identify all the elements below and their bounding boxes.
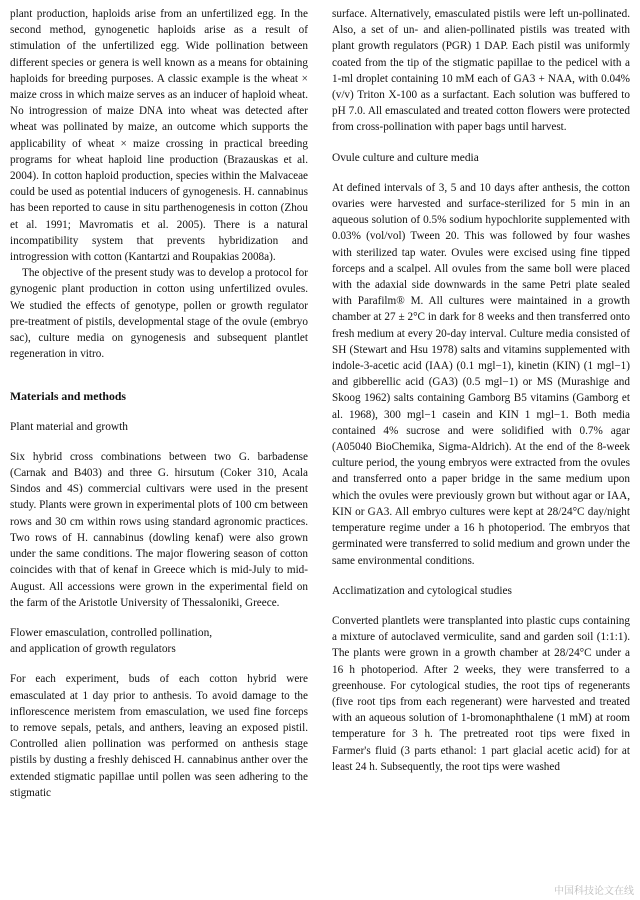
spacer bbox=[10, 435, 308, 449]
subheading-acclimatization: Acclimatization and cytological studies bbox=[332, 584, 512, 597]
spacer bbox=[10, 611, 308, 625]
subheading-emasculation-line2: and application of growth regulators bbox=[10, 643, 176, 656]
spacer bbox=[332, 599, 630, 613]
paragraph-ovule-culture: At defined intervals of 3, 5 and 10 days after anthesis, the cotton ovaries were harvested and surface-sterilized for 5 min in an aqueous solution of 0.5% sodium hypochlorite supplemented with 0.03% (vol/vol) Tween 20. This was followed by four washes with sterilized tap water. Ovules were excised using fine tipped forceps and a scalpel. All ovules from the same boll were placed with the adaxial side downwards in the same Petri plate sealed with Parafilm® M. All cultures were maintained in a growth chamber at 27 ± 2°C in dark for 8 weeks and then transferred onto fresh medium at every 20-day interval. Culture media consisted of SH (Stewart and Hsu 1978) salts and vitamins supplemented with indole-3-acetic acid (IAA) (0.1 mgl−1), kinetin (KIN) (1 mgl−1) and gibberellic acid (GA3) (0.5 mgl−1) or MS (Murashige and Skoog 1962) salts containing Gamborg B5 vitamins (Gamborg et al. 1968), 300 mgl−1 casein and KIN 1 mgl−1. Both media contained 4% sucrose and were solidified with 0.7% agar (A05040 BioChemika, Sigma-Aldrich). At the end of the 8-week culture period, the young embryos were extracted from the ovules and transferred onto a paper bridge in the same medium upon which the ovules were previously grown but without agar or IAA, KIN or GA3. All embryo cultures were kept at 28/24°C day/night temperature regime under a 16 h photoperiod. The embryos that germinated were transferred to solid medium and grown under the same environmental conditions. bbox=[332, 181, 630, 567]
spacer bbox=[332, 136, 630, 150]
spacer bbox=[10, 657, 308, 671]
paragraph-pgr-treatment: surface. Alternatively, emasculated pistils were left un-pollinated. Also, a set of un- and alien-pollinated pistils was treated with plant growth regulators (PGR) 1 DAP. Each pistil was uniformly coated from the tip of the stigmatic papillae to the pedicel with a 1-ml droplet containing 10 mM each of GA3 + NAA, with 0.04% (v/v) Triton X-100 as a surfactant. Each solution was buffered to pH 7.0. All emasculated and treated cotton flowers were protected from cross-pollination with paper bags until harvest. bbox=[332, 8, 630, 134]
left-column bbox=[10, 6, 308, 801]
subheading-plant-material: Plant material and growth bbox=[10, 420, 128, 433]
paragraph-haploid-intro: plant production, haploids arise from an unfertilized egg. In the second method, gynogenetic haploids arise as a result of stimulation of the unfertilized egg. Wide pollination between different species or genera is well known as a means for obtaining haploids for breeding purposes. A classic example is the wheat × maize cross in which maize serves as an inducer of haploid wheat. No introgression of maize DNA into wheat was detected after wheat was pollinated by maize, an outcome which supports the applicability of wheat × maize crossing in practical breeding programs for wheat haploid line production (Brazauskas et al. 2004). In cotton haploid production, species within the Malvaceae could be used as potential inducers of gynogenesis. H. cannabinus has been reported to cause in situ parthenogenesis in cotton (Zhou et al. 1991; Mavromatis et al. 2005). There is a natural incompatibility system that prevents hybridization and introgression with cotton (Kantartzi and Roupakias 2008a). bbox=[10, 8, 308, 264]
spacer bbox=[10, 405, 308, 419]
right-column bbox=[332, 6, 630, 775]
section-heading-materials-methods: Materials and methods bbox=[10, 389, 126, 404]
paragraph-objective: The objective of the present study was to develop a protocol for gynogenic plant production in cotton using unfertilized ovules. We studied the effects of genotype, pollen or growth regulator pre-treatment of pistils, developmental stage of the ovule (embryo sac), culture media on gynogenesis and subsequent plantlet regeneration in vitro. bbox=[10, 267, 308, 361]
spacer bbox=[332, 569, 630, 583]
paragraph-acclimatization: Converted plantlets were transplanted into plastic cups containing a mixture of autoclaved vermiculite, sand and garden soil (1:1:1). The plants were grown in a growth chamber at 28/24°C under a 16 h photoperiod. After 2 weeks, they were transferred to a greenhouse. For cytological studies, the root tips of regenerants (five root tips from each regenerant) were harvested and treated with an aqueous solution of 1-bromonaphthalene (1 mM) at room temperature for 3 h. The pretreated root tips were fixed in Farmer's fluid (3 parts ethanol: 1 part glacial acetic acid) for at least 24 h. Subsequently, the root tips were washed bbox=[332, 614, 630, 773]
spacer bbox=[332, 166, 630, 180]
subheading-emasculation-line1: Flower emasculation, controlled pollination, bbox=[10, 626, 213, 639]
subheading-ovule-culture: Ovule culture and culture media bbox=[332, 151, 479, 164]
paragraph-emasculation: For each experiment, buds of each cotton hybrid were emasculated at 1 day prior to anthesis. To avoid damage to the inflorescence meristem from emasculation, we used fine forceps to remove sepals, petals, and anthers, leaving an exposed pistil. Controlled alien pollination was performed on anthesis stage pistils by dusting a freshly dehisced H. cannabinus anther over the extended stigmatic papillae until pollen was seen adhering to the stigmatic bbox=[10, 673, 308, 799]
spacer bbox=[10, 362, 308, 388]
watermark: 中国科技论文在线 bbox=[554, 886, 634, 897]
paragraph-plant-material: Six hybrid cross combinations between two G. barbadense (Carnak and B403) and three G. hirsutum (Coker 310, Acala Sindos and 4S) commercial cultivars were used in the present study. Plants were grown in experimental plots of 100 cm between rows and 30 cm within rows using standard agronomic practices. Two rows of H. cannabinus (dowling kenaf) were also grown under the same conditions. The major flowering season of cotton coincides with that of kenaf in Greece which is mid-July to mid-August. All accessions were grown in the experimental field on the farm of the Aristotle University of Thessaloniki, Greece. bbox=[10, 450, 308, 609]
